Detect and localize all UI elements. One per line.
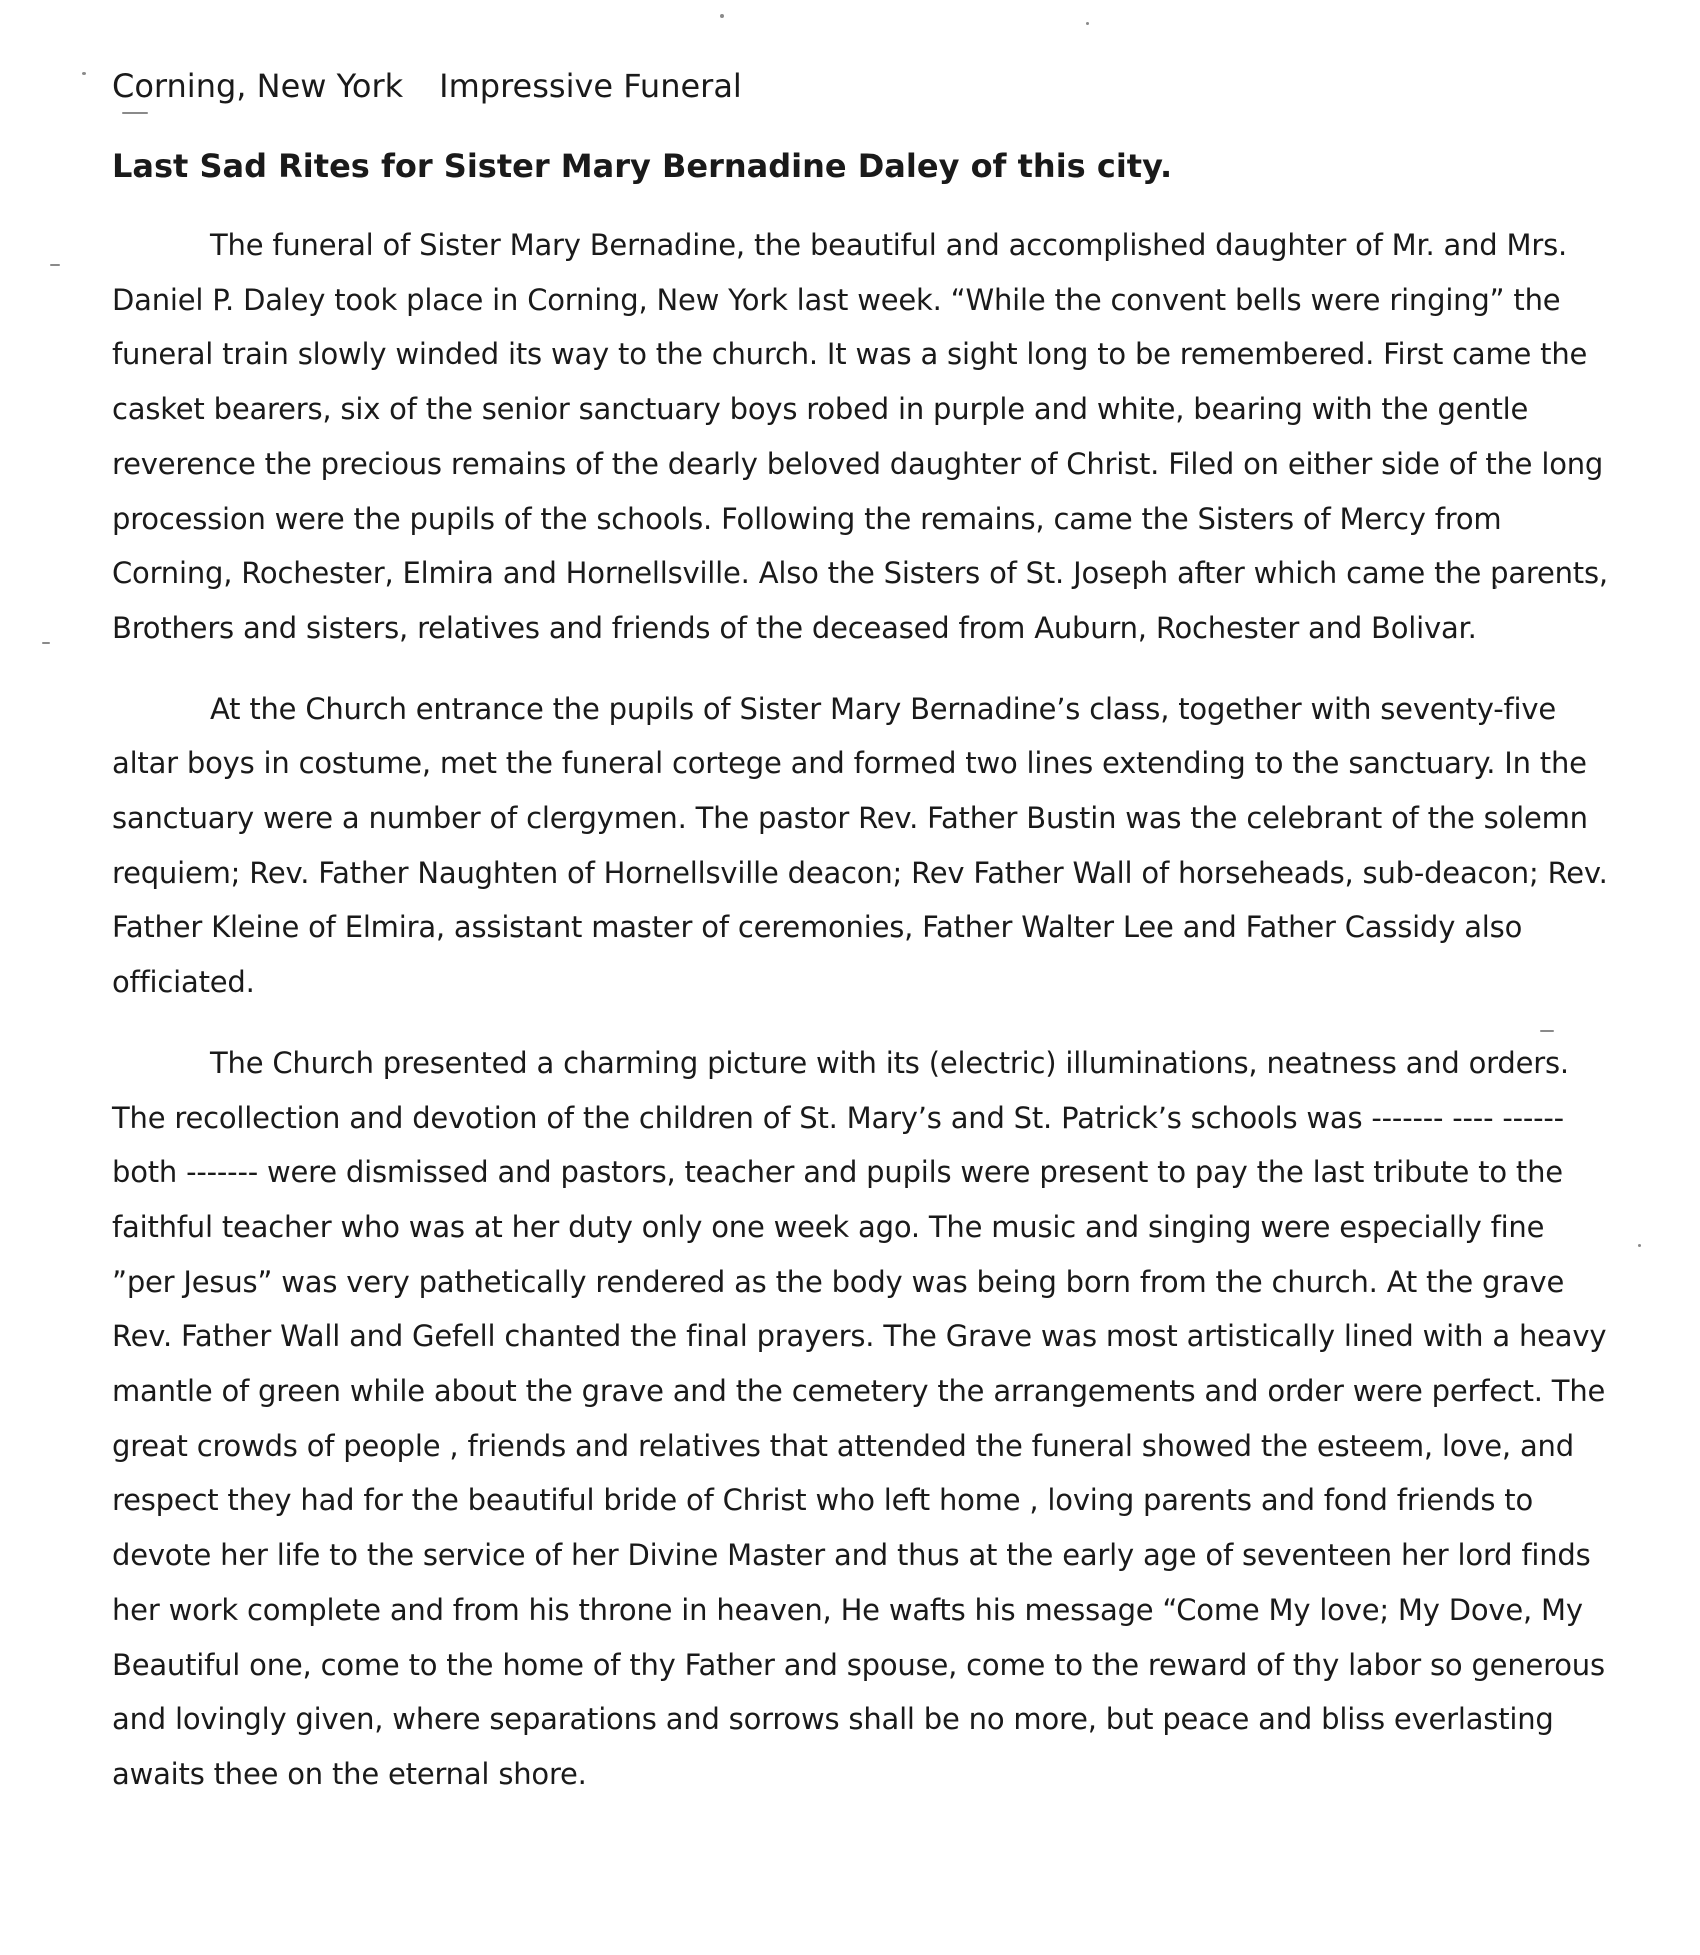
article-title: Impressive Funeral: [439, 67, 742, 105]
paragraph-service-and-burial: The Church presented a charming picture with its (electric) illuminations, neatness and orders. The recollection and devotion of the children of St. Mary’s and St. Patrick’s schools was ------- ---- ------ both ------- were dismissed and pastors, teacher and pupils were present to pay the last tribute to the faithful teacher who was at her duty only one week ago. The music and singing were especially fine ”per Jesus” was very pathetically rendered as the body was being born from the church. At the grave Rev. Father Wall and Gefell chanted the final prayers. The Grave was most artistically lined with a heavy mantle of green while about the grave and the cemetery the arrangements and order were perfect. The great crowds of people , friends and relatives that attended the funeral showed the esteem, love, and respect they had for the beautiful bride of Christ who left home , loving parents and fond friends to devote her life to the service of her Divine Master and thus at the early age of seventeen her lord finds her work complete and from his throne in heaven, He wafts his message “Come My love; My Dove, My Beautiful one, come to the home of thy Father and spouse, come to the reward of thy labor so generous and lovingly given, where separations and sorrows shall be no more, but peace and bliss everlasting awaits thee on the eternal shore.: [112, 1045, 1607, 1791]
dateline: [112, 60, 1608, 112]
paragraph-procession: The funeral of Sister Mary Bernadine, the beautiful and accomplished daughter of Mr. and Mrs. Daniel P. Daley took place in Corning, New York last week. “While the convent bells were ringing” the funeral train slowly winded its way to the church. It was a sight long to be remembered. First came the casket bearers, six of the senior sanctuary boys robed in purple and white, bearing with the gentle reverence the precious remains of the dearly beloved daughter of Christ. Filed on either side of the long procession were the pupils of the schools. Following the remains, came the Sisters of Mercy from Corning, Rochester, Elmira and Hornellsville. Also the Sisters of St. Joseph after which came the parents, Brothers and sisters, relatives and friends of the deceased from Auburn, Rochester and Bolivar.: [112, 228, 1608, 645]
scan-speck: [1638, 1244, 1641, 1247]
article: [112, 60, 1608, 1802]
scan-speck: [1086, 22, 1089, 25]
paragraph-church-entrance: At the Church entrance the pupils of Sister Mary Bernadine’s class, together with seventy-five altar boys in costume, met the funeral cortege and formed two lines extending to the sanctuary. In the sanctuary were a number of clergymen. The pastor Rev. Father Bustin was the celebrant of the solemn requiem; Rev. Father Naughten of Hornellsville deacon; Rev Father Wall of horseheads, sub-deacon; Rev. Father Kleine of Elmira, assistant master of ceremonies, Father Walter Lee and Father Cassidy also officiated.: [112, 691, 1608, 1000]
scan-speck: [50, 264, 60, 266]
scan-speck: [82, 72, 86, 75]
scan-speck: [42, 642, 50, 644]
scan-speck: [720, 14, 724, 18]
location-text: Corning, New York: [112, 67, 404, 105]
headline: Last Sad Rites for Sister Mary Bernadine Daley of this city.: [112, 147, 1173, 185]
